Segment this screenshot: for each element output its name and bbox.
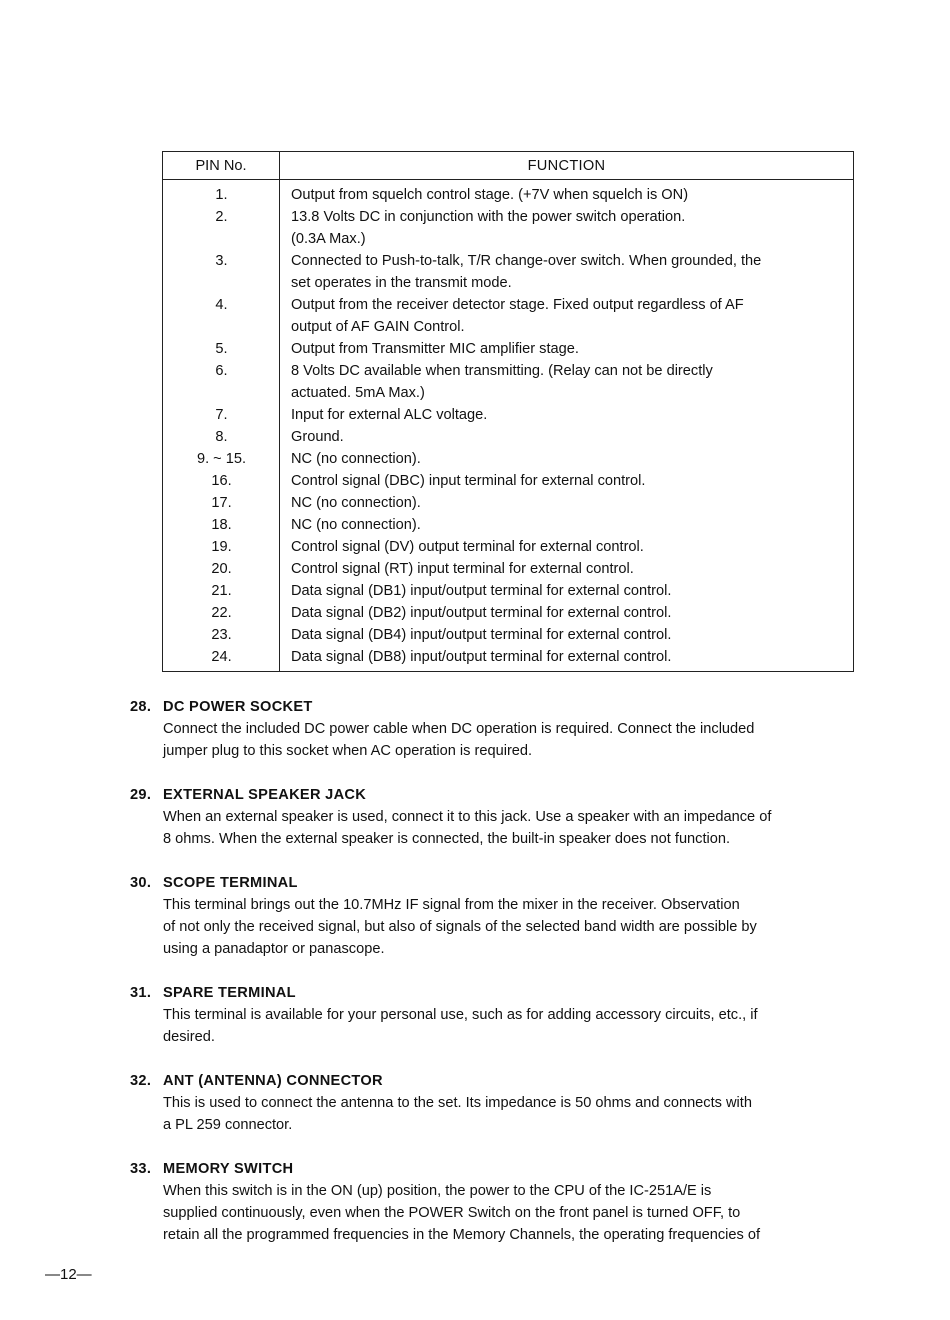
pin-function <box>280 514 853 536</box>
pin-function <box>280 580 853 602</box>
section-heading <box>130 1158 856 1180</box>
section-number: 31. <box>130 985 152 1001</box>
section-line: When an external speaker is used, connect it to this jack. Use a speaker with an impedance of <box>163 809 772 825</box>
section-29 <box>130 784 856 850</box>
table-row <box>163 536 853 558</box>
section-body <box>130 1092 856 1136</box>
section-line: retain all the programmed frequencies in the Memory Channels, the operating frequencies of <box>163 1227 761 1243</box>
table-row <box>163 338 853 360</box>
table-row <box>163 646 853 668</box>
function-line: Ground. <box>291 429 344 445</box>
pin-number: 8. <box>215 429 228 445</box>
pin-function <box>280 338 853 360</box>
section-line: of not only the received signal, but also of signals of the selected band width are possible by <box>163 919 757 935</box>
function-line: set operates in the transmit mode. <box>291 275 512 291</box>
table-row <box>163 492 853 514</box>
section-line: jumper plug to this socket when AC operation is required. <box>163 743 533 759</box>
section-title: SPARE TERMINAL <box>163 985 296 1001</box>
section-number: 28. <box>130 699 152 715</box>
section-heading <box>130 872 856 894</box>
function-line: Control signal (DBC) input terminal for external control. <box>291 473 646 489</box>
pin-function <box>280 404 853 426</box>
function-line: NC (no connection). <box>291 517 421 533</box>
description-sections <box>130 696 856 1268</box>
section-title: DC POWER SOCKET <box>163 699 313 715</box>
table-row <box>163 580 853 602</box>
table-header <box>163 152 853 180</box>
function-line: Input for external ALC voltage. <box>291 407 488 423</box>
section-line: 8 ohms. When the external speaker is connected, the built-in speaker does not function. <box>163 831 731 847</box>
function-line: NC (no connection). <box>291 495 421 511</box>
function-line: Output from Transmitter MIC amplifier stage. <box>291 341 579 357</box>
function-line: Control signal (RT) input terminal for external control. <box>291 561 634 577</box>
function-line: 8 Volts DC available when transmitting. (Relay can not be directly <box>291 363 713 379</box>
pin-number: 9. ~ 15. <box>196 451 247 467</box>
section-body <box>130 806 856 850</box>
pin-number: 22. <box>211 605 232 621</box>
table-row <box>163 294 853 338</box>
table-row <box>163 602 853 624</box>
pin-function <box>280 360 853 404</box>
section-line: When this switch is in the ON (up) position, the power to the CPU of the IC-251A/E is <box>163 1183 712 1199</box>
section-31 <box>130 982 856 1048</box>
section-line: Connect the included DC power cable when DC operation is required. Connect the included <box>163 721 755 737</box>
pin-number: 21. <box>211 583 232 599</box>
table-row <box>163 624 853 646</box>
function-line: 13.8 Volts DC in conjunction with the power switch operation. <box>291 209 686 225</box>
table-row <box>163 184 853 206</box>
section-title: EXTERNAL SPEAKER JACK <box>163 787 367 803</box>
table-row <box>163 470 853 492</box>
pin-number: 19. <box>211 539 232 555</box>
function-line: Data signal (DB1) input/output terminal for external control. <box>291 583 672 599</box>
table-row <box>163 250 853 294</box>
pin-function <box>280 426 853 448</box>
function-line: Data signal (DB2) input/output terminal for external control. <box>291 605 672 621</box>
header-function: FUNCTION <box>527 158 606 174</box>
table-row <box>163 360 853 404</box>
section-line: supplied continuously, even when the POWER Switch on the front panel is turned OFF, to <box>163 1205 741 1221</box>
header-pin-no: PIN No. <box>163 152 280 179</box>
table-row <box>163 404 853 426</box>
section-heading <box>130 784 856 806</box>
pin-function <box>280 602 853 624</box>
table-row <box>163 426 853 448</box>
section-heading <box>130 696 856 718</box>
section-line: This terminal brings out the 10.7MHz IF signal from the mixer in the receiver. Observation <box>163 897 740 913</box>
section-line: This is used to connect the antenna to the set. Its impedance is 50 ohms and connects with <box>163 1095 752 1111</box>
pin-number: 1. <box>215 187 228 203</box>
function-line: Connected to Push-to-talk, T/R change-over switch. When grounded, the <box>291 253 762 269</box>
table-row <box>163 206 853 250</box>
section-heading <box>130 1070 856 1092</box>
section-30 <box>130 872 856 960</box>
section-title: MEMORY SWITCH <box>163 1161 294 1177</box>
pin-number: 17. <box>211 495 232 511</box>
section-32 <box>130 1070 856 1136</box>
section-body <box>130 1004 856 1048</box>
function-line: actuated. 5mA Max.) <box>291 385 425 401</box>
pin-number: 24. <box>211 649 232 665</box>
pin-function <box>280 184 853 206</box>
function-line: (0.3A Max.) <box>291 231 366 247</box>
section-number: 32. <box>130 1073 152 1089</box>
section-title: SCOPE TERMINAL <box>163 875 298 891</box>
pin-number: 4. <box>215 297 228 313</box>
section-body <box>130 718 856 762</box>
section-33 <box>130 1158 856 1246</box>
function-line: Control signal (DV) output terminal for external control. <box>291 539 644 555</box>
function-line: NC (no connection). <box>291 451 421 467</box>
pin-number: 20. <box>211 561 232 577</box>
section-title: ANT (ANTENNA) CONNECTOR <box>163 1073 383 1089</box>
function-line: Output from the receiver detector stage. Fixed output regardless of AF <box>291 297 744 313</box>
function-line: Data signal (DB4) input/output terminal for external control. <box>291 627 672 643</box>
pin-function <box>280 492 853 514</box>
section-28 <box>130 696 856 762</box>
pin-function <box>280 624 853 646</box>
section-number: 33. <box>130 1161 152 1177</box>
section-body <box>130 894 856 960</box>
function-line: Data signal (DB8) input/output terminal for external control. <box>291 649 672 665</box>
pin-number: 2. <box>215 209 228 225</box>
pin-function <box>280 250 853 294</box>
page-number: —12— <box>45 1266 92 1283</box>
section-line: desired. <box>163 1029 215 1045</box>
pin-function <box>280 470 853 492</box>
table-row <box>163 514 853 536</box>
table-row <box>163 558 853 580</box>
pin-function <box>280 536 853 558</box>
section-body <box>130 1180 856 1246</box>
pin-number: 3. <box>215 253 228 269</box>
pin-function <box>280 558 853 580</box>
pin-function <box>280 646 853 668</box>
pin-number: 5. <box>215 341 228 357</box>
table-body <box>163 180 853 671</box>
function-line: Output from squelch control stage. (+7V when squelch is ON) <box>291 187 689 203</box>
table-row <box>163 448 853 470</box>
section-number: 29. <box>130 787 152 803</box>
section-line: using a panadaptor or panascope. <box>163 941 385 957</box>
pin-number: 23. <box>211 627 232 643</box>
pin-number: 18. <box>211 517 232 533</box>
pin-function <box>280 206 853 250</box>
pin-function-table <box>162 151 854 672</box>
pin-number: 16. <box>211 473 232 489</box>
section-heading <box>130 982 856 1004</box>
pin-number: 7. <box>215 407 228 423</box>
function-line: output of AF GAIN Control. <box>291 319 465 335</box>
pin-number: 6. <box>215 363 228 379</box>
pin-function <box>280 294 853 338</box>
section-line: This terminal is available for your personal use, such as for adding accessory circuits, etc., if <box>163 1007 758 1023</box>
pin-function <box>280 448 853 470</box>
section-number: 30. <box>130 875 152 891</box>
section-line: a PL 259 connector. <box>163 1117 293 1133</box>
